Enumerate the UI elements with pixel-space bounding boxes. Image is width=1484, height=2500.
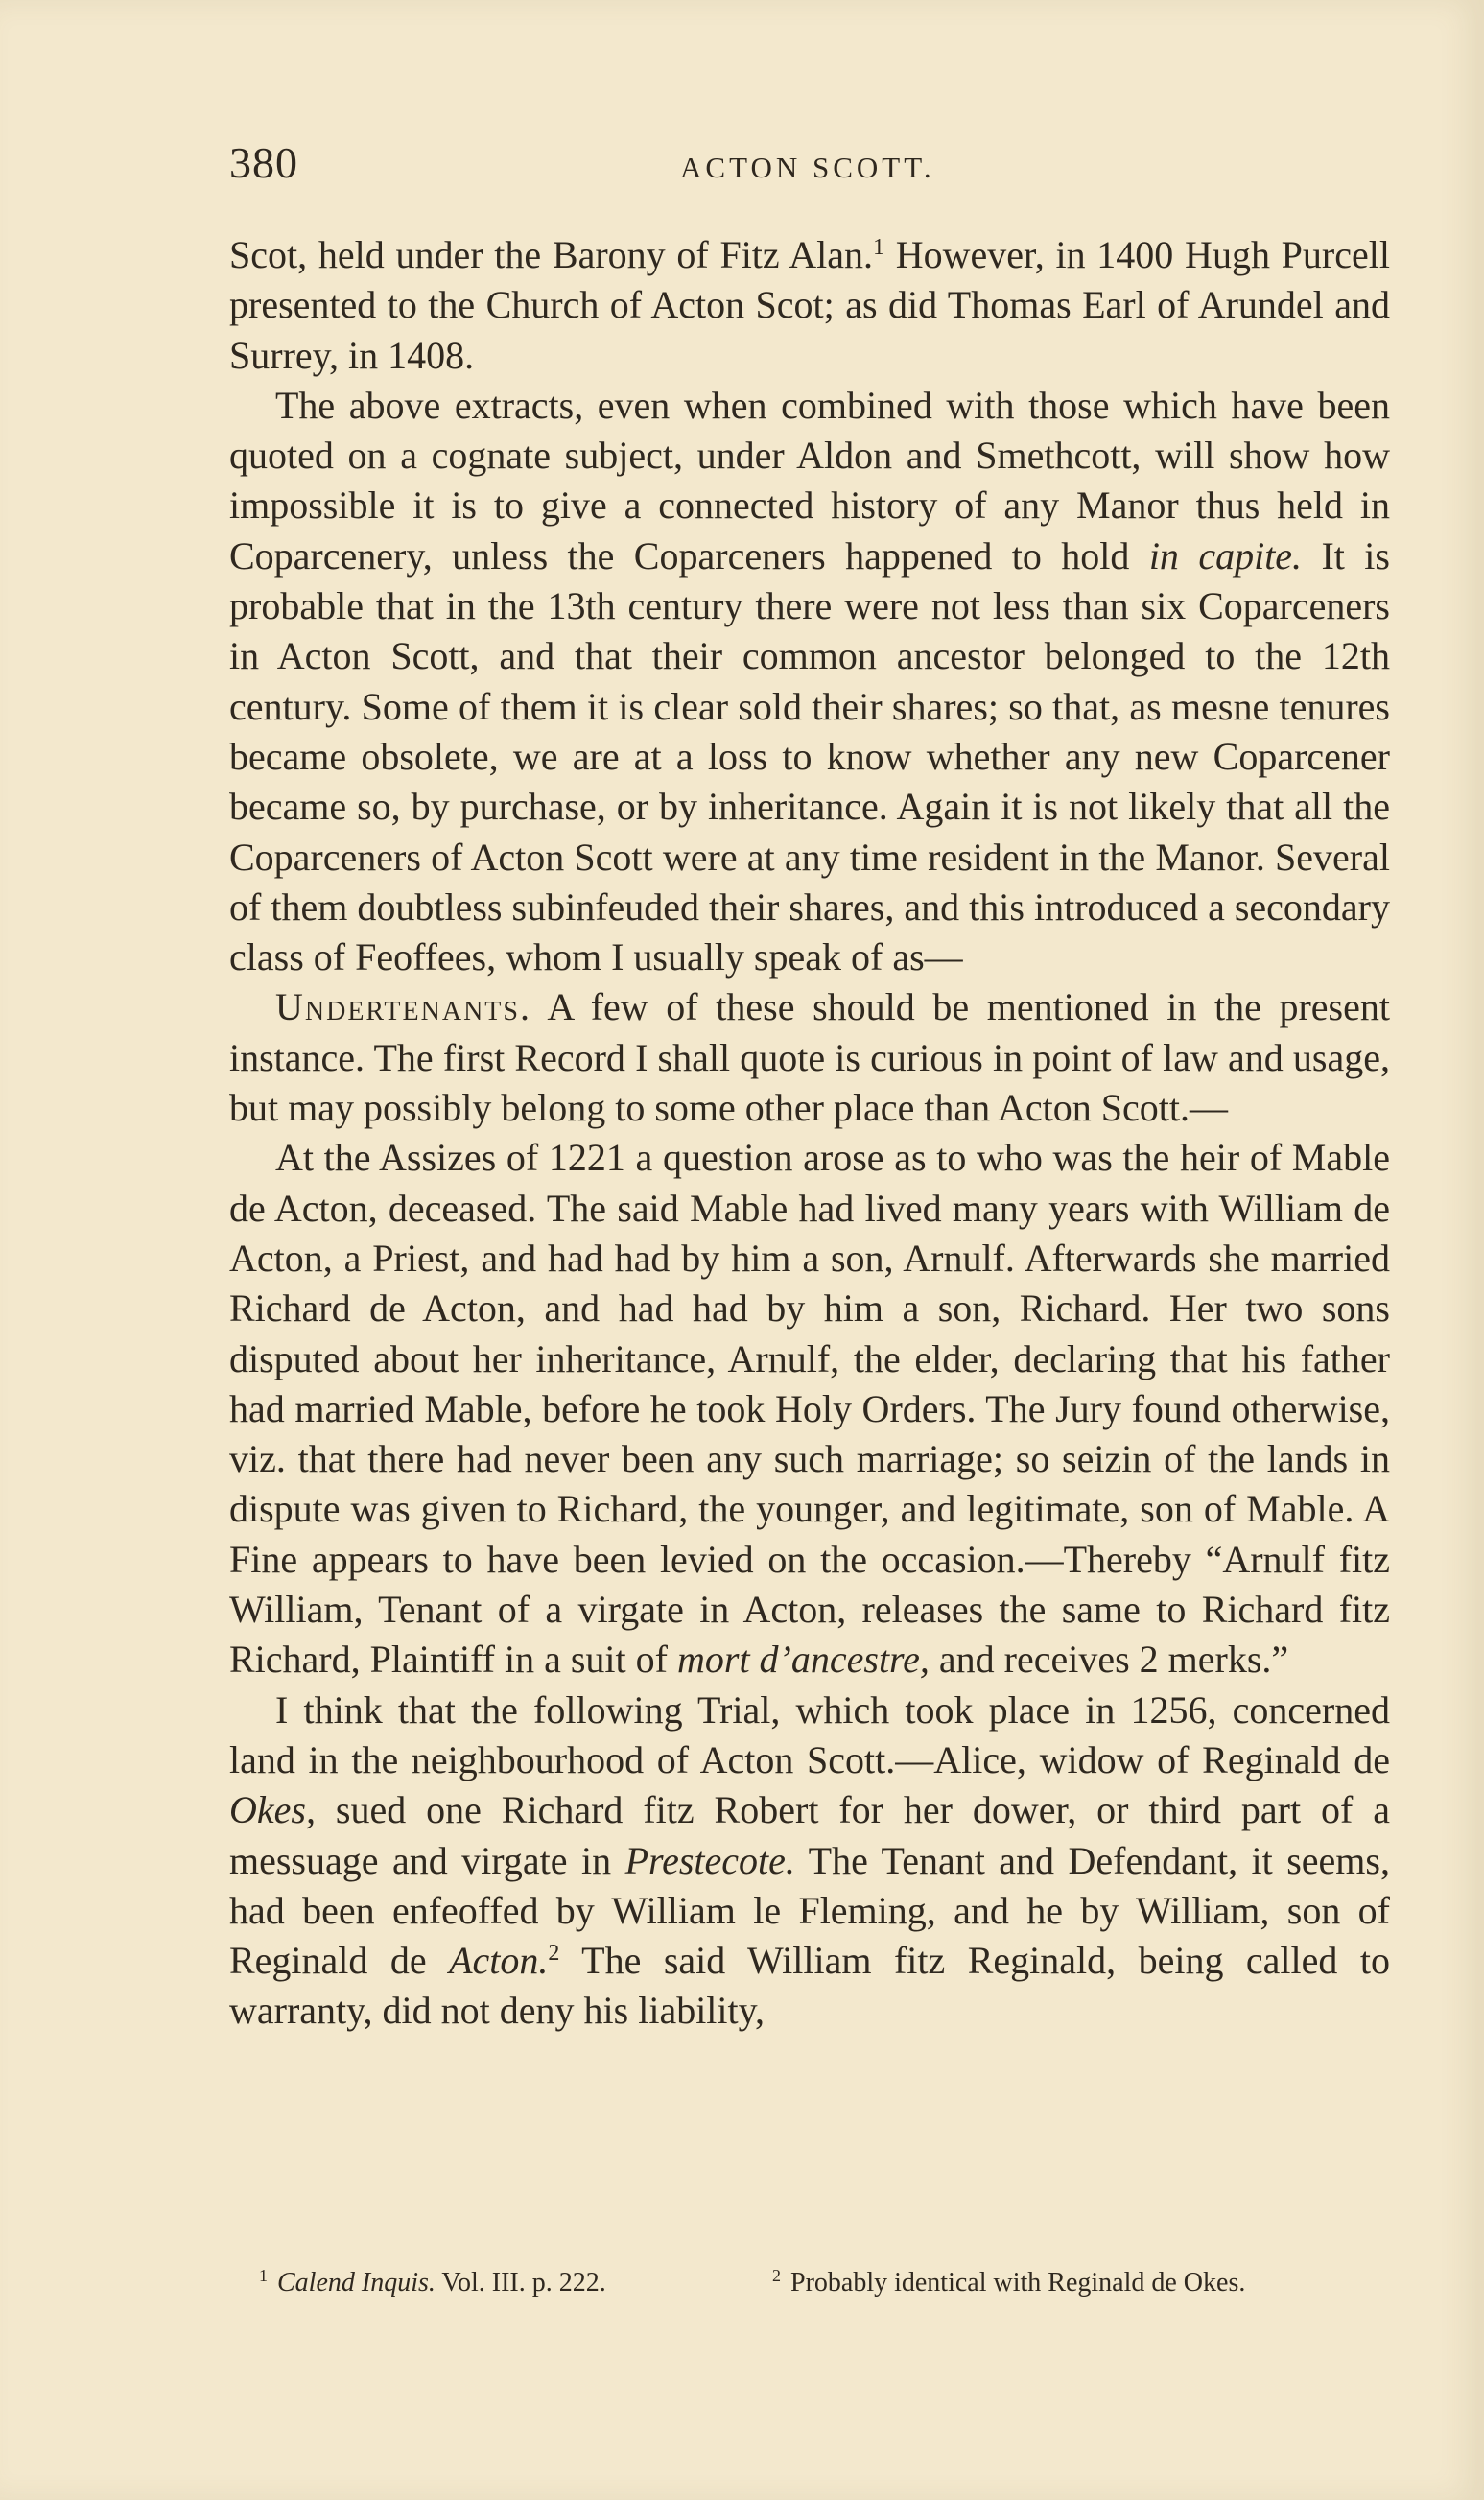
footnote-ref-1: 1: [872, 235, 884, 260]
footnote-2-mark: 2: [772, 2266, 781, 2285]
paragraph-4-text-a: At the Assizes of 1221 a question arose as to who was the heir of Mable de Acton, deceased. The said Mable had lived many years with William de Acton, a Priest, and had had by him a son, Arnulf. Afterwards she married Richard de Acton, and had had by him a son, Richard. Her two sons disputed about her inheritance, Arnulf, the elder, declaring that his father had married Mable, before he took Holy Orders. The Jury found otherwise, viz. that there had never been any such marriage; so seizin of the lands in dispute was given to Richard, the younger, and legitimate, son of Mable. A Fine appears to have been levied on the occasion.—Thereby “Arnulf fitz William, Tenant of a virgate in Acton, releases the same to Richard fitz Richard, Plaintiff in a suit of: [229, 1136, 1390, 1682]
paragraph-3: [229, 982, 1390, 1133]
running-head: ACTON SCOTT.: [680, 151, 935, 184]
body-text: [229, 230, 1390, 2037]
paragraph-5-text-d: The said William fitz Reginald, being called to warranty, did not deny his liability,: [229, 1939, 1390, 2033]
paragraph-5-text-b: sued one Richard fitz Robert for her dower, or third part of a messuage and virgate in: [229, 1788, 1390, 1882]
paragraph-1-text-a: Scot, held under the Barony of Fitz Alan.: [229, 233, 873, 276]
page-header: [229, 137, 1390, 195]
paragraph-2-text-a: The above extracts, even when combined with those which have been quoted on a cognate subject, under Aldon and Smethcott, will show how impossible it is to give a connected history of any Manor thus held in Coparcenery, unless the Coparceners happened to hold: [229, 383, 1390, 578]
footnote-2-text: Probably identical with Reginald de Okes.: [790, 2268, 1246, 2298]
paragraph-1: [229, 230, 1390, 381]
footnote-1-text: Vol. III. p. 222.: [435, 2268, 606, 2298]
paragraph-1-text-b: However, in 1400 Hugh Purcell presented to the Church of Acton Scot; as did Thomas Earl of Arundel and Surrey, in 1408.: [229, 233, 1390, 377]
paragraph-2-text-b: It is probable that in the 13th century there were not less than six Coparceners in Acton Scott, and that their common ancestor belonged to the 12th century. Some of them it is clear sold their shares; so that, as mesne tenures became obsolete, we are at a loss to know whether any new Coparcener became so, by purchase, or by inheritance. Again it is not likely that all the Coparceners of Acton Scott were at any time resident in the Manor. Several of them doubtless subinfeuded their shares, and this introduced a secondary class of Feoffees, whom I usually speak of as—: [229, 533, 1390, 979]
paragraph-2: [229, 381, 1390, 983]
footnote-ref-2: 2: [548, 1941, 560, 1967]
paragraph-4-italic-a: mort d’ancestre,: [676, 1638, 930, 1682]
footnote-1: [259, 2266, 606, 2300]
paragraph-5-italic-a: Okes,: [229, 1788, 316, 1832]
paragraph-5-italic-c: Acton.: [449, 1939, 549, 1983]
paragraph-3-text-a: A few of these should be mentioned in the present instance. The first Record I shall quote is curious in point of law and usage, but may possibly belong to some other place than Acton Scott.—: [229, 985, 1390, 1130]
paragraph-4: [229, 1133, 1390, 1685]
paragraph-5: [229, 1686, 1390, 2037]
footnote-2: [772, 2266, 1245, 2300]
footnote-1-mark: 1: [259, 2266, 268, 2285]
paragraph-2-italic-a: in capite.: [1148, 533, 1303, 578]
page-number: 380: [229, 138, 298, 187]
paragraph-5-italic-b: Prestecote.: [624, 1838, 795, 1882]
footnote-1-source: Calend Inquis.: [277, 2268, 436, 2298]
paragraph-4-text-b: and receives 2 merks.”: [929, 1638, 1289, 1682]
section-heading-undertenants: Undertenants.: [275, 985, 531, 1029]
paragraph-5-text-a: I think that the following Trial, which took place in 1256, concerned land in the neighbourhood of Acton Scott.—Alice, widow of Reginald de: [229, 1687, 1390, 1781]
paragraph-5-text-c: The Tenant and Defendant, it seems, had been enfeoffed by William le Fleming, and he by William, son of Reginald de: [229, 1838, 1390, 1983]
